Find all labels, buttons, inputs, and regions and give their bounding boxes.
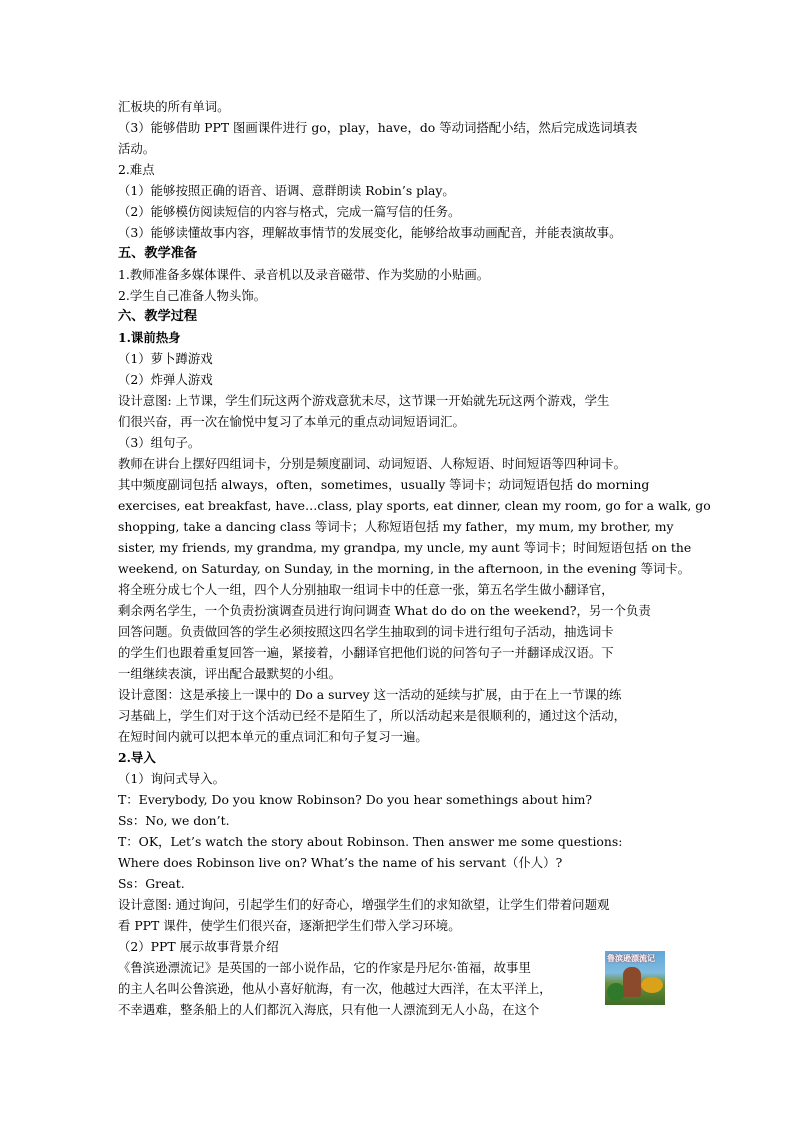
book-cover-title: 鲁滨逊漂流记	[607, 954, 655, 963]
text-line: 1.教师准备多媒体课件、录音机以及录音磁带、作为奖励的小贴画。	[118, 267, 490, 282]
text-line: 回答问题。负责做回答的学生必须按照这四名学生抽取到的词卡进行组句子活动，抽选词卡	[118, 624, 614, 639]
text-line: 汇板块的所有单词。	[118, 99, 230, 114]
robinson-figure-icon	[623, 967, 641, 997]
text-line: （1）萝卜蹲游戏	[118, 351, 213, 366]
text-line: （3）组句子。	[118, 435, 201, 450]
text-line: 2.难点	[118, 162, 155, 177]
text-line: Ss：No, we don’t.	[118, 813, 230, 828]
text-line: 设计意图: 通过询问，引起学生们的好奇心，增强学生们的求知欲望，让学生们带着问题观	[118, 897, 610, 912]
subsection-heading: 1.课前热身	[118, 330, 181, 345]
text-line: 不幸遇难，整条船上的人们都沉入海底，只有他一人漂流到无人小岛，在这个	[118, 1002, 540, 1017]
text-line: 一组继续表演，评出配合最默契的小组。	[118, 666, 342, 681]
text-line: （3）能够借助 PPT 图画课件进行 go，play，have，do 等动词搭配小结，然后完成选词填表	[118, 120, 638, 135]
text-line: 习基础上，学生们对于这个活动已经不是陌生了，所以活动起来是很顺利的，通过这个活动，	[118, 708, 627, 723]
text-line: 其中频度副词包括 always，often，sometimes，usually 等词卡；动词短语包括 do morning	[118, 477, 650, 492]
book-cover-image	[605, 951, 665, 1005]
text-line: 设计意图: 上节课，学生们玩这两个游戏意犹未尽，这节课一开始就先玩这两个游戏，学生	[118, 393, 610, 408]
text-line: shopping, take a dancing class 等词卡；人称短语包括 my father，my mum, my brother, my	[118, 519, 674, 534]
text-line: （2）PPT 展示故事背景介绍	[118, 939, 279, 954]
text-line: Where does Robinson live on? What’s the name of his servant（仆人）?	[118, 855, 563, 870]
text-line: 教师在讲台上摆好四组词卡，分别是频度副词、动词短语、人称短语、时间短语等四种词卡。	[118, 456, 627, 471]
subsection-heading: 2.导入	[118, 750, 156, 765]
text-line: （3）能够读懂故事内容，理解故事情节的发展变化，能够给故事动画配音，并能表演故事。	[118, 225, 622, 240]
text-line: 的学生们也跟着重复回答一遍，紧接着，小翻译官把他们说的问答句子一并翻译成汉语。下	[118, 645, 614, 660]
section-heading: 五、教学准备	[118, 246, 198, 261]
text-line: （2）能够模仿阅读短信的内容与格式，完成一篇写信的任务。	[118, 204, 461, 219]
text-line: 《鲁滨逊漂流记》是英国的一部小说作品，它的作家是丹尼尔·笛福，故事里	[118, 960, 531, 975]
text-line: exercises, eat breakfast, have…class, play sports, eat dinner, clean my room, go for a walk, go	[118, 498, 711, 513]
text-line: 的主人名叫公鲁滨逊，他从小喜好航海，有一次，他越过大西洋，在太平洋上，	[118, 981, 552, 996]
text-line: 2.学生自己准备人物头饰。	[118, 288, 267, 303]
text-line: 看 PPT 课件，使学生们很兴奋，逐渐把学生们带入学习环境。	[118, 918, 461, 933]
text-line: 在短时间内就可以把本单元的重点词汇和句子复习一遍。	[118, 729, 428, 744]
text-line: 将全班分成七个人一组，四个人分别抽取一组词卡中的任意一张，第五名学生做小翻译官，	[118, 582, 614, 597]
text-line: （2）炸弹人游戏	[118, 372, 213, 387]
text-line: T：Everybody, Do you know Robinson? Do you hear somethings about him?	[118, 792, 593, 807]
text-line: weekend, on Saturday, on Sunday, in the morning, in the afternoon, in the evening 等词卡。	[118, 561, 691, 576]
text-line: 们很兴奋，再一次在愉悦中复习了本单元的重点动词短语词汇。	[118, 414, 465, 429]
text-line: 剩余两名学生，一个负责扮演调查员进行询问调查 What do do on the weekend?，另一个负责	[118, 603, 651, 618]
section-heading: 六、教学过程	[118, 309, 198, 324]
text-line: 活动。	[118, 141, 156, 156]
text-line: Ss：Great.	[118, 876, 185, 891]
text-line: （1）能够按照正确的语音、语调、意群朗读 Robin’s play。	[118, 183, 455, 198]
text-line: 设计意图：这是承接上一课中的 Do a survey 这一活动的延续与扩展，由于在上一节课的练	[118, 687, 622, 702]
text-line: sister, my friends, my grandma, my grandpa, my uncle, my aunt 等词卡；时间短语包括 on the	[118, 540, 692, 555]
text-line: T：OK，Let’s watch the story about Robinson. Then answer me some questions:	[118, 834, 623, 849]
text-line: （1）询问式导入。	[118, 771, 226, 786]
